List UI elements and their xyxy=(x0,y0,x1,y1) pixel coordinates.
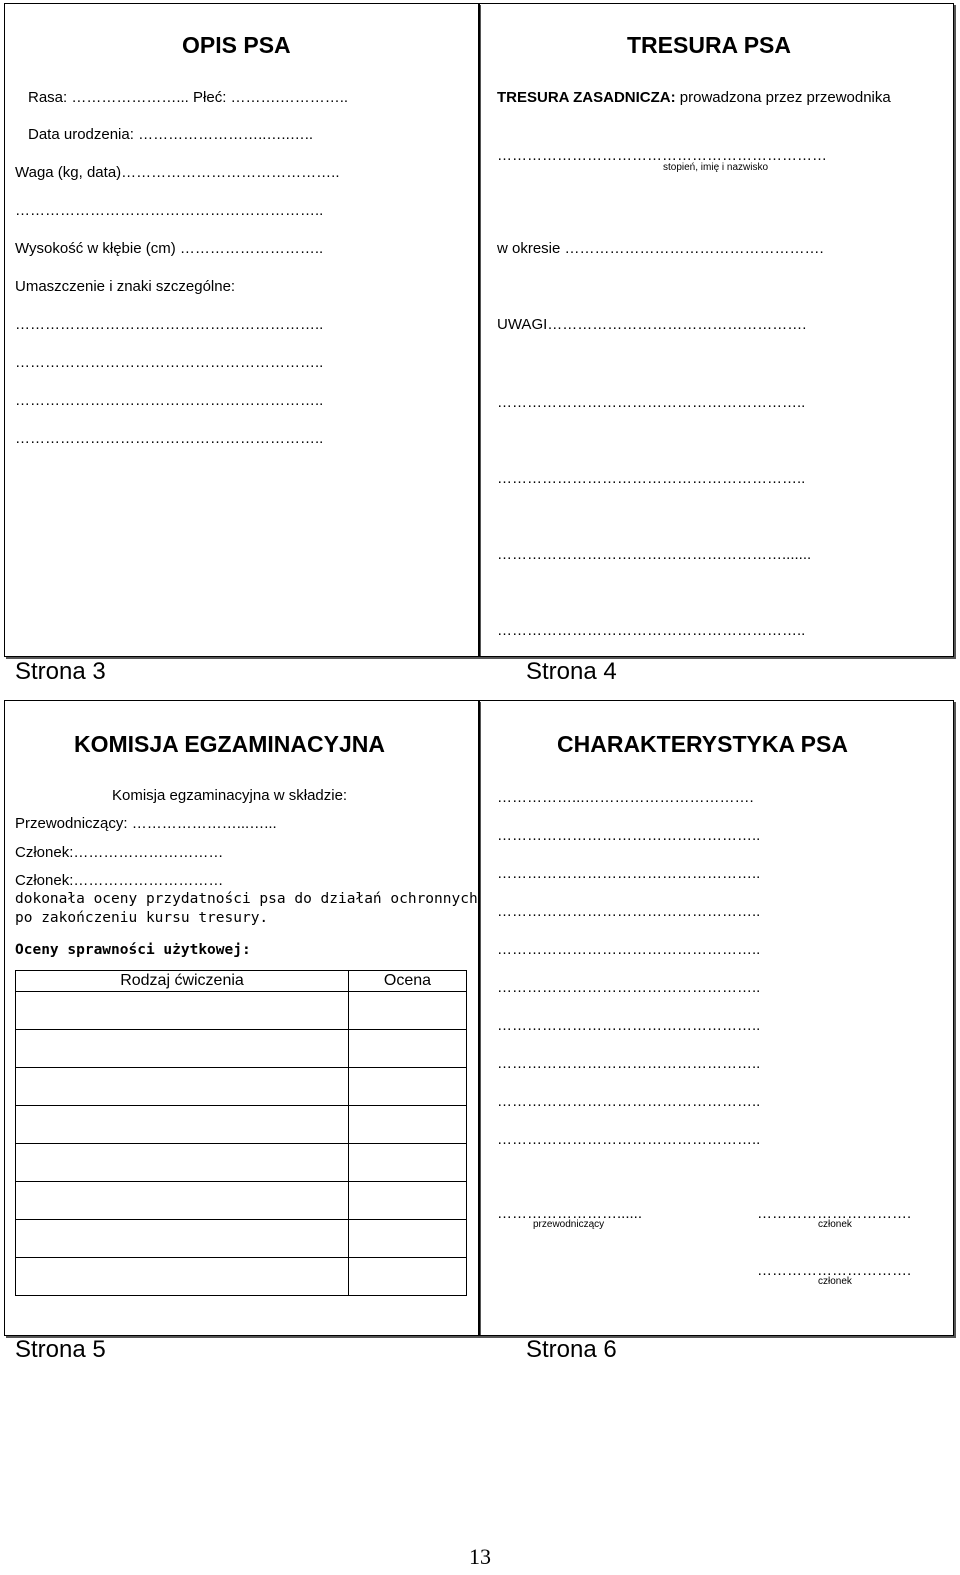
table-cell[interactable] xyxy=(16,1220,349,1258)
table-row xyxy=(16,1182,467,1220)
signature-przewodniczacy-caption: przewodniczący xyxy=(533,1219,605,1230)
data-urodzenia-field: Data urodzenia: ……………………..…..….. xyxy=(28,126,314,143)
signature-czlonek-dots: …………………………. xyxy=(757,1262,912,1279)
tresura-zasadnicza-line xyxy=(497,89,891,106)
table-row xyxy=(16,1106,467,1144)
dots-line: …………………………………………….. xyxy=(497,1055,761,1072)
umaszczenie-label: Umaszczenie i znaki szczególne: xyxy=(15,278,236,295)
dots-line: …………………………………………….. xyxy=(497,903,761,920)
table-cell[interactable] xyxy=(349,1068,467,1106)
dots-line: …………………………………………….. xyxy=(497,941,761,958)
oceny-table xyxy=(15,970,467,1296)
strona-3-label: Strona 3 xyxy=(15,658,106,685)
table-cell[interactable] xyxy=(16,992,349,1030)
strona-5-label: Strona 5 xyxy=(15,1336,106,1363)
dots-line: …………………………………………….. xyxy=(497,827,761,844)
table-cell[interactable] xyxy=(349,1030,467,1068)
signature-czlonek-dots: …………………………. xyxy=(757,1205,912,1222)
dots-line: …………………………………………………….. xyxy=(15,430,324,447)
dots-line: …………………………………………….. xyxy=(497,979,761,996)
col-ocena-header: Ocena xyxy=(349,971,467,992)
table-cell[interactable] xyxy=(16,1144,349,1182)
dokonala-text-line2: po zakończeniu kursu tresury. xyxy=(15,910,269,926)
table-row xyxy=(16,1220,467,1258)
wysokosc-field: Wysokość w kłębie (cm) ……………………….. xyxy=(15,240,324,257)
waga-field: Waga (kg, data)…………………………………….. xyxy=(15,164,340,181)
tresura-zasadnicza-text: prowadzona przez przewodnika xyxy=(675,89,891,106)
strona-4-label: Strona 4 xyxy=(526,658,617,685)
table-cell[interactable] xyxy=(16,1030,349,1068)
przewodniczacy-field: Przewodniczący: …………………...…... xyxy=(15,815,277,832)
signature-czlonek-caption: członek xyxy=(818,1219,852,1230)
opis-psa-title: OPIS PSA xyxy=(182,32,291,58)
table-header-row xyxy=(16,971,467,992)
table-cell[interactable] xyxy=(349,992,467,1030)
dots-line: …………………………………………….. xyxy=(497,1017,761,1034)
page-number: 13 xyxy=(469,1544,491,1569)
dots-line: …………………………………………………....... xyxy=(497,546,812,563)
tresura-psa-title: TRESURA PSA xyxy=(627,32,791,58)
dots-line: …………………………………………………….. xyxy=(15,354,324,371)
table-cell[interactable] xyxy=(349,1144,467,1182)
col-rodzaj-header: Rodzaj ćwiczenia xyxy=(16,971,349,992)
czlonek-field: Członek:………………………… xyxy=(15,844,224,861)
charakterystyka-title: CHARAKTERYSTYKA PSA xyxy=(557,731,848,757)
uwagi-field: UWAGI……………………………………………. xyxy=(497,316,807,333)
okres-field: w okresie ……………………………………………. xyxy=(497,240,824,257)
table-row xyxy=(16,992,467,1030)
rasa-plec-field: Rasa: …………………... Płeć: ……….………….. xyxy=(28,89,349,106)
dots-line: ……………...……………………………. xyxy=(497,789,754,806)
table-row xyxy=(16,1030,467,1068)
table-cell[interactable] xyxy=(16,1182,349,1220)
dots-line: …………………………………………………….. xyxy=(497,394,806,411)
table-cell[interactable] xyxy=(349,1106,467,1144)
table-row xyxy=(16,1258,467,1296)
dots-line: …………………………………………….. xyxy=(497,1131,761,1148)
table-row xyxy=(16,1068,467,1106)
table-cell[interactable] xyxy=(16,1258,349,1296)
dots-line: …………………………………………………….. xyxy=(15,202,324,219)
table-cell[interactable] xyxy=(349,1258,467,1296)
tresura-zasadnicza-label: TRESURA ZASADNICZA: xyxy=(497,89,676,106)
table-cell[interactable] xyxy=(349,1182,467,1220)
table-cell[interactable] xyxy=(16,1106,349,1144)
dots-line: …………………………………………….. xyxy=(497,865,761,882)
table-cell[interactable] xyxy=(349,1220,467,1258)
table-cell[interactable] xyxy=(16,1068,349,1106)
dots-line: …………………………………………………….. xyxy=(15,316,324,333)
komisja-title: KOMISJA EGZAMINACYJNA xyxy=(74,731,385,757)
komisja-sklad-label: Komisja egzaminacyjna w składzie: xyxy=(112,787,348,804)
dokonala-text-line1: dokonała oceny przydatności psa do działań ochronnych xyxy=(15,891,478,907)
strona-6-label: Strona 6 xyxy=(526,1336,617,1363)
dots-line: …………………………………………………….. xyxy=(497,470,806,487)
dots-line: …………………………………………………….. xyxy=(15,392,324,409)
signature-czlonek-caption: członek xyxy=(818,1276,852,1287)
dots-line: …………………………………………………….. xyxy=(497,622,806,639)
table-row xyxy=(16,1144,467,1182)
dots-line: ………………………………………………………… xyxy=(497,147,827,164)
signature-przewodniczacy-dots: ……………………...... xyxy=(497,1205,643,1222)
stopien-caption: stopień, imię i nazwisko xyxy=(663,162,769,173)
czlonek-field: Członek:………………………… xyxy=(15,872,224,889)
dots-line: …………………………………………….. xyxy=(497,1093,761,1110)
oceny-label: Oceny sprawności użytkowej: xyxy=(15,942,251,958)
